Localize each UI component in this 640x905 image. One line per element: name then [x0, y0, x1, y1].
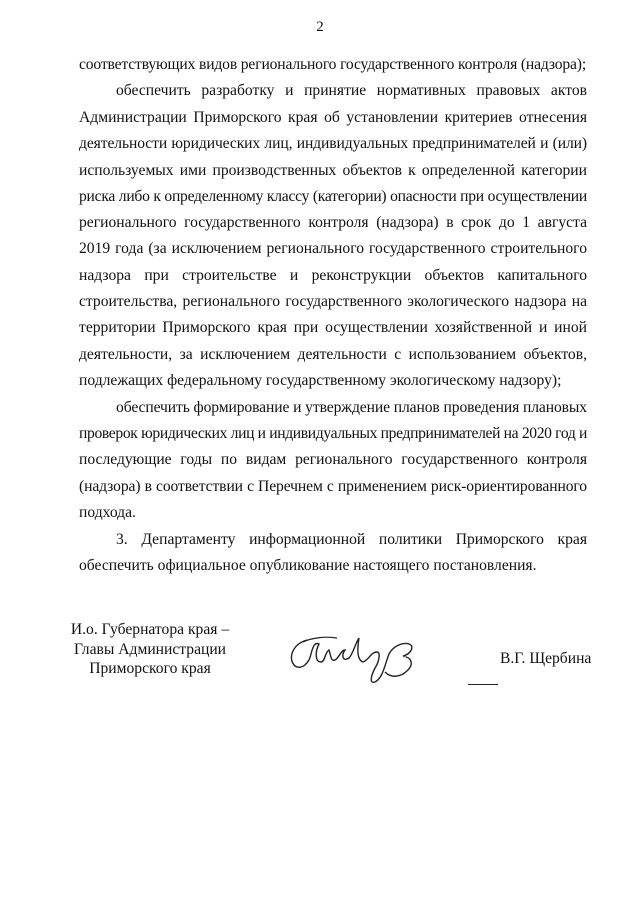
text-line: риска либо к определенному классу (категории) опасности при осуществлении: [79, 188, 587, 205]
signatory-name: В.Г. Щербина: [500, 650, 592, 667]
text-line: (надзора) в соответствии с Перечнем с применением риск-ориентированного: [79, 478, 587, 495]
text-line: обеспечить официальное опубликование настоящего постановления.: [79, 557, 537, 574]
text-line: 2019 года (за исключением регионального государственного строительного: [79, 240, 587, 257]
signatory-title-line: Приморского края: [89, 660, 211, 677]
text-line: деятельности, за исключением деятельности с использованием объектов,: [79, 346, 587, 363]
signatory-title-line: Главы Администрации: [73, 640, 227, 658]
text-line: соответствующих видов регионального государственного контроля (надзора);: [79, 56, 587, 73]
text-line: регионального государственного контроля (надзора) в срок до 1 августа: [79, 214, 587, 231]
signatory-title-line: И.о. Губернатора края –: [70, 621, 230, 638]
signature-line: [468, 684, 498, 685]
text-line: территории Приморского края при осуществлении хозяйственной и иной: [79, 319, 587, 336]
text-line: деятельности юридических лиц, индивидуальных предпринимателей и (или): [79, 135, 587, 152]
text-line: 3. Департаменту информационной политики Приморского края: [116, 531, 587, 548]
signatory-title: [40, 620, 260, 679]
text-line: надзора при строительстве и реконструкции объектов капитального: [79, 267, 587, 284]
text-line: строительства, регионального государственного экологического надзора на: [79, 293, 587, 310]
text-line: подлежащих федеральному государственному экологическому надзору);: [79, 372, 562, 389]
text-line: используемых ими производственных объектов к определенной категории: [79, 162, 587, 179]
text-line: проверок юридических лиц и индивидуальных предпринимателей на 2020 год и: [79, 425, 587, 442]
text-line: обеспечить формирование и утверждение планов проведения плановых: [116, 399, 587, 416]
page-number: 2: [316, 19, 324, 35]
text-line: обеспечить разработку и принятие нормативных правовых актов: [116, 82, 587, 99]
text-line: подхода.: [79, 504, 136, 521]
text-line: последующие годы по видам регионального государственного контроля: [79, 451, 587, 468]
handwritten-signature: [285, 628, 465, 690]
text-line: Администрации Приморского края об установлении критериев отнесения: [79, 109, 587, 126]
